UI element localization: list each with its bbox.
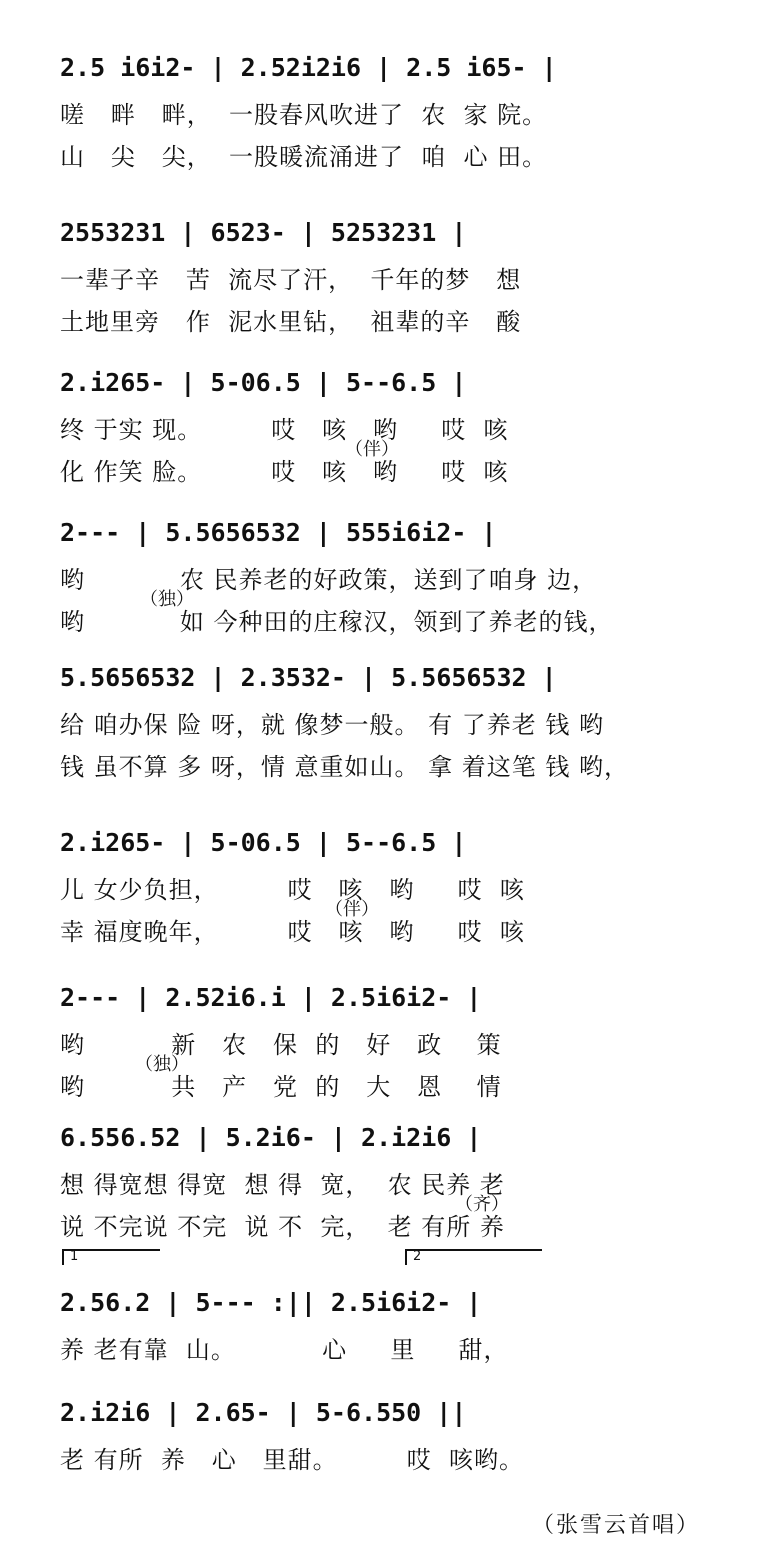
lyric-verse-2: 说 不完说 不完 说 不 完， 老 有所 养 [60,1213,505,1241]
part-marker: （齐） [455,1194,509,1215]
lyric-verse-1: 哟 新 农 保 的 好 政 策 [60,1031,502,1059]
lyric-verse-2: 哟 共 产 党 的 大 恩 情 [60,1073,502,1101]
notation-line: 2.i265- | 5-06.5 | 5--6.5 | [60,368,467,397]
part-marker: （独） [135,1054,189,1075]
lyric-verse-2: 山 尖 尖， 一股暖流涌进了 咱 心 田。 [60,143,548,171]
lyric-verse-1: 嗟 畔 畔， 一股春风吹进了 农 家 院。 [60,101,548,129]
lyric-verse-2: 土地里旁 作 泥水里钻， 祖辈的辛 酸 [60,308,522,336]
lyric-verse-1: 终 于实 现。 哎 咳 哟 哎 咳 [60,416,509,444]
part-marker: （独） [140,589,194,610]
lyric-verse-1: 一辈子辛 苦 流尽了汗， 千年的梦 想 [60,266,522,294]
lyric-verse-2: 钱 虽不算 多 呀，情 意重如山。 拿 着这笔 钱 哟， [60,753,630,781]
lyric-verse-2: 化 作笑 脸。 哎 咳 哟 哎 咳 [60,458,509,486]
lyric-verse-2: 哟 如 今种田的庄稼汉，领到了养老的钱， [60,608,614,636]
notation-line: 5.5656532 | 2.3532- | 5.5656532 | [60,663,557,692]
notation-line: 2.i265- | 5-06.5 | 5--6.5 | [60,828,467,857]
lyric-verse-1: 老 有所 养 心 里甜。 哎 咳哟。 [60,1446,524,1474]
lyric-verse-1: 哟 农 民养老的好政策，送到了咱身 边， [60,566,598,594]
notation-line: 2--- | 5.5656532 | 555i6i2- | [60,518,497,547]
performer-credit: （张雪云首唱） [531,1513,700,1538]
lyric-verse-2: 幸 福度晚年， 哎 咳 哟 哎 咳 [60,918,525,946]
lyric-verse-1: 养 老有靠 山。 心 里 甜， [60,1336,509,1364]
part-marker: （伴） [325,899,379,920]
notation-line: 6.556.52 | 5.2i6- | 2.i2i6 | [60,1123,482,1152]
volta-bracket-1: 1 [62,1249,160,1265]
notation-line: 2.56.2 | 5--- :|| 2.5i6i2- | [60,1288,482,1317]
lyric-verse-1: 给 咱办保 险 呀，就 像梦一般。 有 了养老 钱 哟 [60,711,605,739]
lyric-verse-1: 想 得宽想 得宽 想 得 宽， 农 民养 老 [60,1171,505,1199]
part-marker: （伴） [345,439,399,460]
notation-line: 2--- | 2.52i6.i | 2.5i6i2- | [60,983,482,1012]
notation-line: 2.5 i6i2- | 2.52i2i6 | 2.5 i65- | [60,53,557,82]
notation-line: 2.i2i6 | 2.65- | 5-6.550 || [60,1398,467,1427]
lyric-verse-1: 儿 女少负担， 哎 咳 哟 哎 咳 [60,876,525,904]
volta-bracket-2: 2 [405,1249,542,1265]
notation-line: 2553231 | 6523- | 5253231 | [60,218,467,247]
